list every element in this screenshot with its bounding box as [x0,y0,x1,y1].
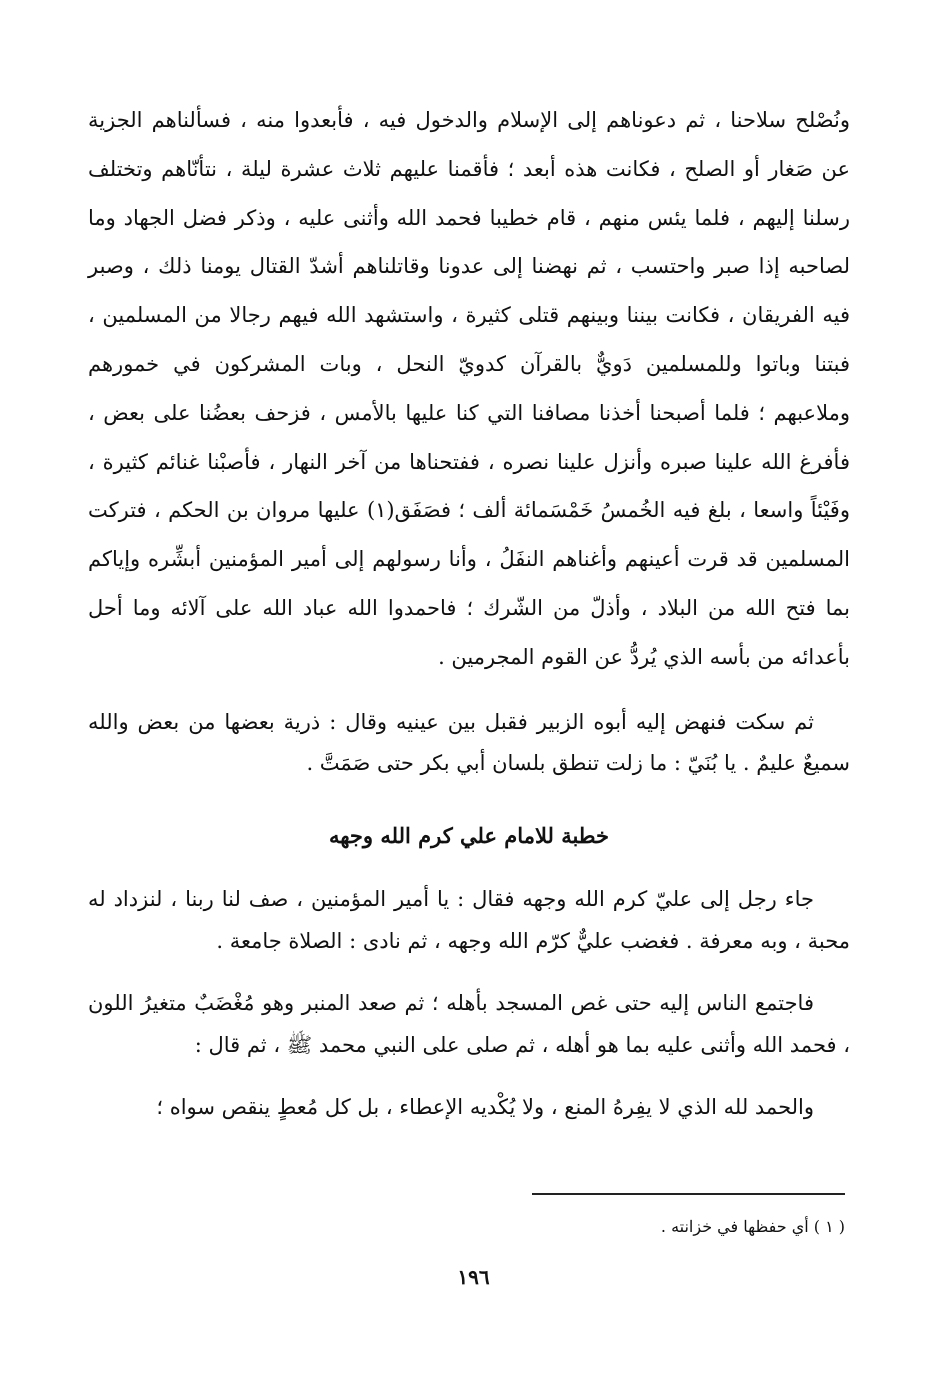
page-number: ١٩٦ [457,1265,490,1289]
page-body [88,96,850,1128]
footnote-divider [532,1193,845,1195]
body-paragraph: ثم سكت فنهض إليه أبوه الزبير فقبل بين عينيه وقال : ذرية بعضها من بعض والله سميعٌ عليمٌ . يا بُنَيّ : ما زلت تنطق بلسان أبي بكر حتى صَمَتَّ . [88,709,850,775]
section-heading: خطبة للامام علي كرم الله وجهه [328,822,609,848]
body-paragraph: جاء رجل إلى عليّ كرم الله وجهه فقال : يا أمير المؤمنين ، صف لنا ربنا ، لنزداد له محبة ، وبه معرفة . فغضب عليٌّ كرّم الله وجهه ، ثم نادى : الصلاة جامعة . [88,886,850,953]
footnote: ( ١ ) أي حفظها في خزانته . [660,1217,845,1236]
body-paragraph: ونُصْلح سلاحنا ، ثم دعوناهم إلى الإسلام والدخول فيه ، فأبعدوا منه ، فسألناهم الجزية عن صَغار أو الصلح ، فكانت هذه أبعد ؛ فأقمنا عليهم ثلاث عشرة ليلة ، نتأنّاهم وتختلف رسلنا إليهم ، فلما يئس منهم ، قام خطيبا فحمد الله وأثنى عليه ، وذكر فضل الجهاد وما لصاحبه إذا صبر واحتسب ، ثم نهضنا إلى عدونا وقاتلناهم أشدّ القتال يومنا ذلك ، وصبر فيه الفريقان ، فكانت بيننا وبينهم قتلى كثيرة ، واستشهد الله فيهم رجالا من المسلمين ، فبتنا وباتوا وللمسلمين دَويٌّ بالقرآن كدويّ النحل ، وبات المشركون في خمورهم وملاعبهم ؛ فلما أصبحنا أخذنا مصافنا التي كنا عليها بالأمس ، فزحف بعضُنا على بعض ، فأفرغ الله علينا صبره وأنزل علينا نصره ، ففتحناها من آخر النهار ، فأصبْنا غنائم كثيرة ، وفَيْئاً واسعا ، بلغ فيه الخُمسُ خَمْسَمائة ألف ؛ فصَفَق(١) عليها مروان بن الحكم ، فتركت المسلمين قد قرت أعينهم وأغناهم النفَلُ ، وأنا رسولهم إلى أمير المؤمنين أبشِّره وإياكم بما فتح الله من البلاد ، وأذلّ من الشّرك ؛ فاحمدوا الله عباد الله على آلائه وما أحل بأعدائه من بأسه الذي يُردُّ عن القوم المجرمين . [88,108,850,669]
body-paragraph: فاجتمع الناس إليه حتى غص المسجد بأهله ؛ ثم صعد المنبر وهو مُغْضَبٌ متغيرُ اللون ، فحمد الله وأثنى عليه بما هو أهله ، ثم صلى على النبي محمد ﷺ ، ثم قال : [88,990,850,1057]
body-paragraph: والحمد لله الذي لا يفِرهُ المنع ، ولا يُكْديه الإعطاء ، بل كل مُعطٍ ينقص سواه ؛ [156,1094,814,1119]
